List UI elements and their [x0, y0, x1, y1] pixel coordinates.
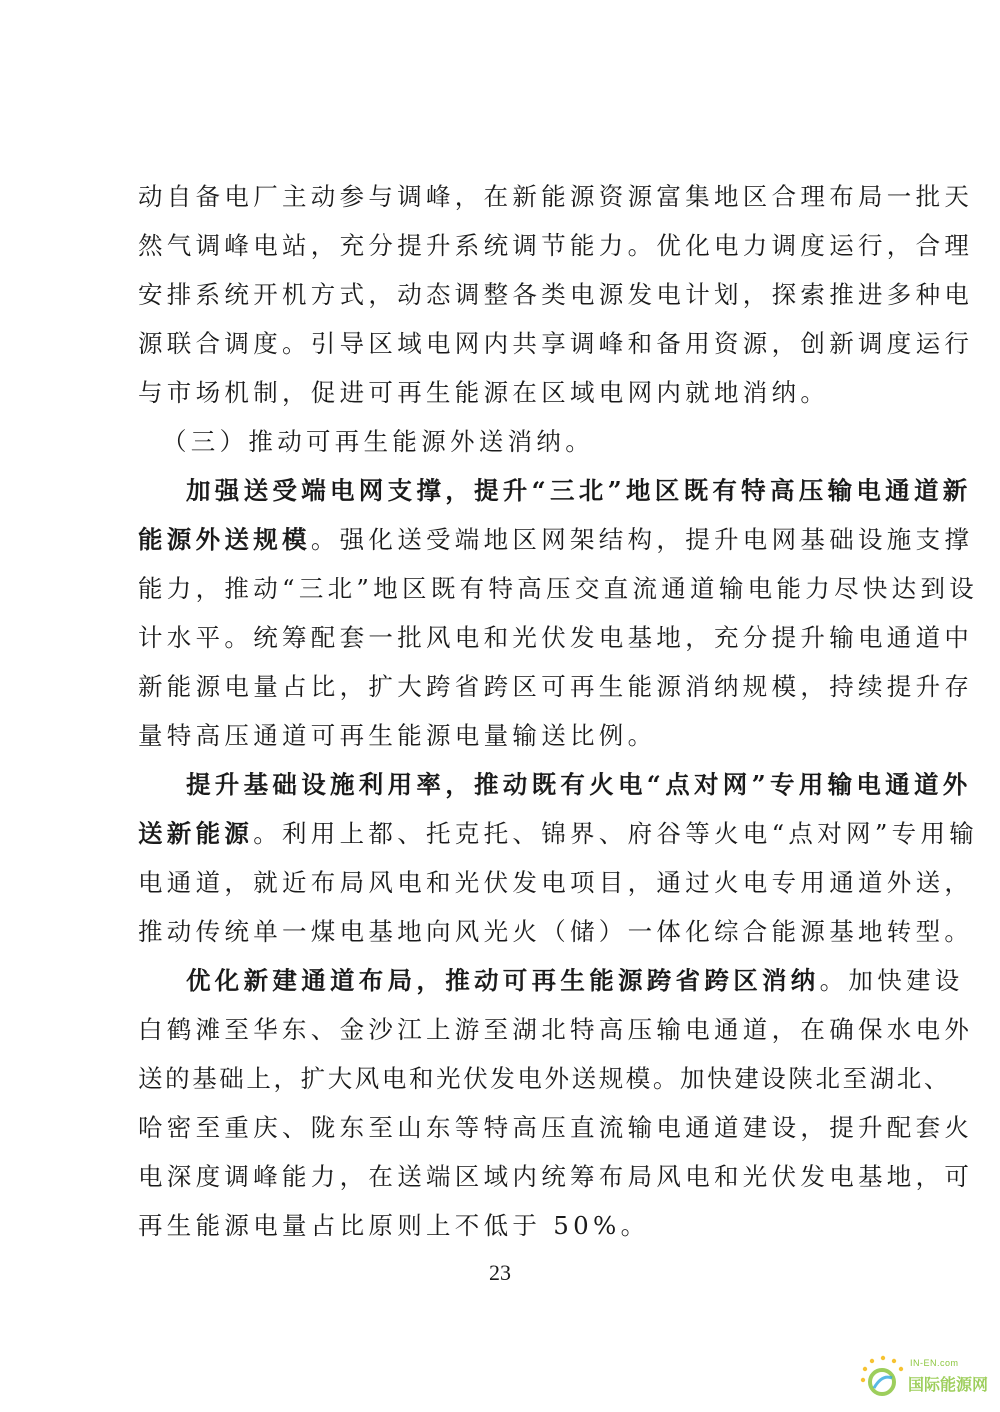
- paragraph-line: 量特高压通道可再生能源电量输送比例。: [138, 721, 657, 750]
- paragraph-line: 电通道，就近布局风电和光伏发电项目，通过火电专用通道外送，: [138, 868, 974, 897]
- paragraph-line: 源联合调度。引导区域电网内共享调峰和备用资源，创新调度运行: [138, 329, 974, 358]
- paragraph-line: 与市场机制，促进可再生能源在区域电网内就地消纳。: [138, 378, 830, 407]
- body-text: 。加快建设: [819, 966, 964, 995]
- paragraph-line: [138, 525, 973, 555]
- paragraph-line: 再生能源电量占比原则上不低于 50%。: [138, 1211, 650, 1240]
- paragraph-line: 安排系统开机方式，动态调整各类电源发电计划，探索推进多种电: [138, 280, 974, 309]
- bold-lead-text: 送新能源: [138, 819, 254, 848]
- paragraph-line: 计水平。统筹配套一批风电和光伏发电基地，充分提升输电通道中: [138, 623, 974, 652]
- watermark-name: 国际能源网: [908, 1375, 989, 1394]
- paragraph-line: 能力，推动“三北”地区既有特高压交直流通道输电能力尽快达到设: [138, 574, 979, 603]
- paragraph-line: 送的基础上，扩大风电和光伏发电外送规模。加快建设陕北至湖北、: [138, 1064, 951, 1093]
- sun-logo-icon: [858, 1352, 908, 1402]
- paragraph-line: 电深度调峰能力，在送端区域内统筹布局风电和光伏发电基地，可: [138, 1162, 974, 1191]
- body-text: 。利用上都、托克托、锦界、府谷等火电“点对网”专用输: [253, 819, 979, 848]
- watermark-url: IN-EN.com: [910, 1358, 959, 1368]
- paragraph-line: 动自备电厂主动参与调峰，在新能源资源富集地区合理布局一批天: [138, 182, 974, 211]
- body-text: 。强化送受端地区网架结构，提升电网基础设施支撑: [310, 525, 974, 554]
- paragraph-line: 新能源电量占比，扩大跨省跨区可再生能源消纳规模，持续提升存: [138, 672, 974, 701]
- bold-lead-line: 加强送受端电网支撑，提升“三北”地区既有特高压输电通道新: [186, 476, 972, 505]
- paragraph-line: 推动传统单一煤电基地向风光火（储）一体化综合能源基地转型。: [138, 917, 974, 946]
- paragraph-line: [138, 819, 978, 849]
- paragraph-line: [186, 966, 964, 996]
- watermark: [858, 1352, 996, 1406]
- bold-lead-text: 能源外送规模: [138, 525, 311, 554]
- page-number: 23: [489, 1260, 511, 1285]
- paragraph-line: 哈密至重庆、陇东至山东等特高压直流输电通道建设，提升配套火: [138, 1113, 974, 1142]
- bold-lead-line: 提升基础设施利用率，推动既有火电“点对网”专用输电通道外: [186, 770, 972, 799]
- bold-lead-text: 优化新建通道布局，推动可再生能源跨省跨区消纳: [186, 966, 820, 995]
- paragraph-line: 然气调峰电站，充分提升系统调节能力。优化电力调度运行，合理: [138, 231, 974, 260]
- section-heading: （三）推动可再生能源外送消纳。: [162, 427, 594, 456]
- paragraph-line: 白鹤滩至华东、金沙江上游至湖北特高压输电通道，在确保水电外: [138, 1015, 974, 1044]
